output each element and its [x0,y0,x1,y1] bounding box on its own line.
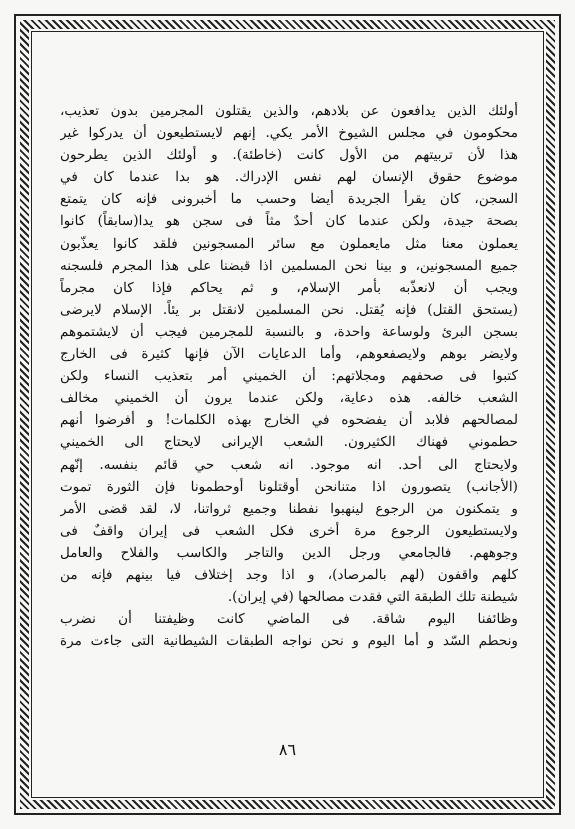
text-line: و يتمكنون من الرجوع لينهبوا نفطنا وجميع ثرواتنا، لا، لقد قضى الأمر [60,500,518,517]
text-line: (يستحق القتل) فإنه يُقتل. نحن المسلمين لانقتل بر يئاً. الإسلام لايرضى [60,301,518,318]
text-line: كتبوا فى صحفهم ومجلاتهم: أن الخميني أمر بتعذيب النساء ولكن [60,368,518,385]
text-line: وجوههم. فالجامعي ورجل الدين والتاجر والكاسب والفلاح والعامل [60,544,518,561]
text-line: موضوع حقوق الإنسان لهم نفس الإدراك. هو بدا عندما كان في [60,169,518,186]
text-line: وظائفنا اليوم شاقة. فى الماضي كانت وظيفتنا أن نضرب [60,611,518,628]
text-line: يعملون معنا مثل مايعملون مع سائر المسجونين فلقد كانوا يعذّبون [60,235,518,252]
text-line: ونحطم السّد و أما اليوم و نحن نواجه الطبقات الشيطانية التى جاءت مرة [60,633,518,650]
text-line: ولايضر بوهم ولايصفعوهم، وأما الدعايات الآن فإنها كثيرة فى الخارج [60,346,518,363]
text-line: السجن، كان يقرأ الجريدة أيضا وحسب ما أخبرونى فإنه كان يتمتع [60,191,518,208]
text-line: (الأجانب) يتصورون اذا متنانحن أوقتلونا أوحطمونا فإن الثورة تموت [60,478,518,495]
text-line: ويجب أن لانعذّبه بأمر الإسلام، و ثم يحاكم فإذا كان مجرماً [60,279,518,296]
text-line: بصحة جيدة، ولكن عندما كان أحدٌ مثاً فى سجن هو يدا(سابقاً) كانوا [60,213,518,230]
body-text [60,100,518,652]
text-line: أولئك الذين يدافعون عن بلادهم، والذين يقتلون المجرمين بدون تعذيب، [60,103,518,119]
text-line: كلهم واقفون (لهم بالمرصاد)، و اذا وجد إختلاف فيا بينهم فإنه من [60,566,518,583]
text-line: ولايحتاج الى أحد. انه موجود. انه شعب حي قائم بنفسه. إنّهم [60,456,518,473]
text-line: لمصالحهم فلابد أن يفضحوه في الخارج بهذه الكلمات! و أفرضوا أنهم [60,412,518,429]
text-line: محكومون في مجلس الشيوخ الأمر يكي. إنهم لايستطيعون أن يدركوا غير [60,125,518,142]
text-line: جميع المسجونين، و بينا نحن المسلمين اذا قبضنا على هذا المجرم فلسجنه [60,257,518,274]
text-line: الشعب خالفه. هذه دعاية، ولكن عندما يرون أن الخميني مخالف [60,390,518,407]
text-line: هذا لأن تربيتهم من الأول كانت (خاطئة). و أولئك الذين يطرحون [60,147,518,164]
text-line: ولايستطيعون الرجوع مرة أخرى فكل الشعب فى إيران واقفٌ فى [60,522,518,539]
text-line: بسجن البرئ ولوساعة واحدة، و بالنسبة للمجرمين فيجب أن لايشتموهم [60,323,518,340]
text-line: شيطنة تلك الطبقة التي فقدت مصالحها (في إيران). [227,589,518,606]
page-number: ٨٦ [278,740,297,759]
text-line: حطموني فهناك الكثيرون. الشعب الإيرانى لايحتاج الى الخميني [60,434,518,451]
